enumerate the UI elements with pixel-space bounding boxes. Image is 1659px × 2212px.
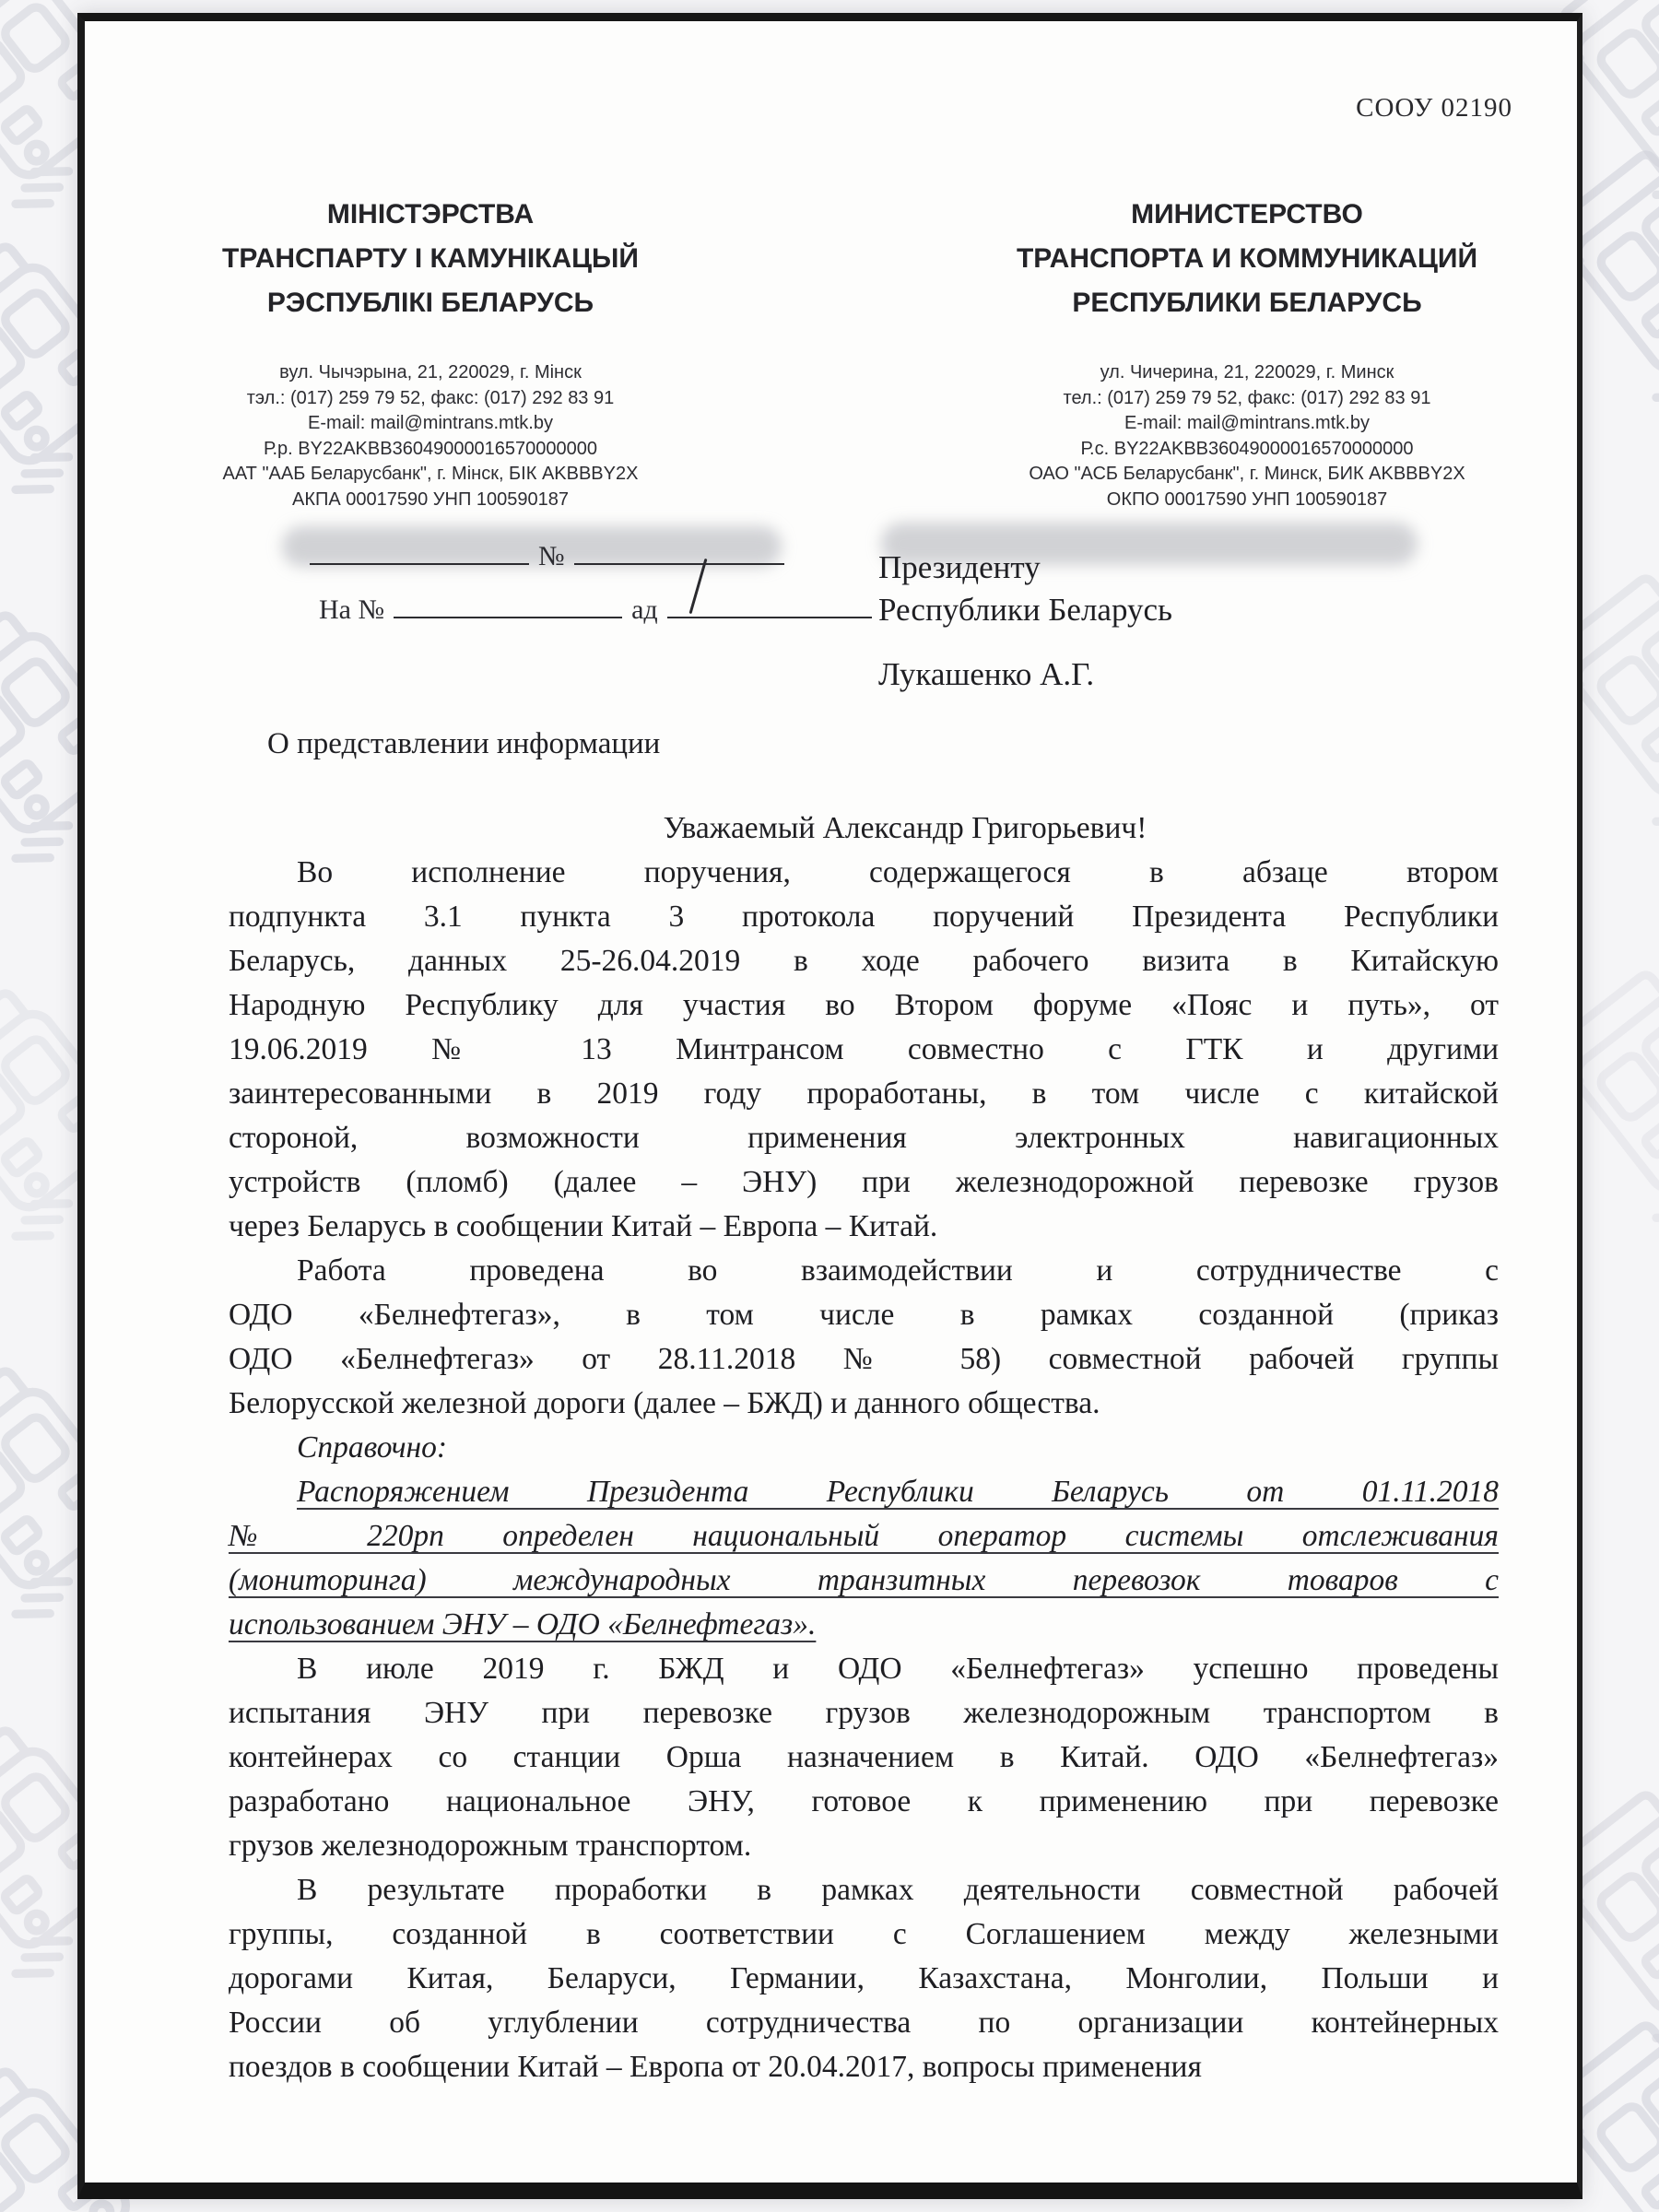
letterhead-title-line: ТРАНСПАРТУ І КАМУНІКАЦЫЙ <box>222 243 639 274</box>
number-label: № <box>538 541 565 571</box>
body-line: Справочно: <box>297 1430 448 1465</box>
letter-body <box>229 806 1499 2089</box>
body-line: В июле 2019 г. БЖД и ОДО «Белнефтегаз» успешно проведены <box>297 1652 1499 1686</box>
body-line: разработано национальное ЭНУ, готовое к применению при перевозке <box>229 1784 1499 1818</box>
body-line: ОДО «Белнефтегаз», в том числе в рамках созданной (приказ <box>229 1298 1499 1332</box>
body-paragraph <box>229 1647 1499 1868</box>
body-line: использованием ЭНУ – ОДО «Белнефтегаз». <box>229 1607 817 1641</box>
body-line: поездов в сообщении Китай – Европа от 20.04.2017, вопросы применения <box>229 2050 1202 2084</box>
body-line: контейнерах со станции Орша назначением в Китай. ОДО «Белнефтегаз» <box>229 1740 1499 1774</box>
body-paragraph <box>229 1868 1499 2089</box>
body-line: Беларусь, данных 25-26.04.2019 в ходе рабочего визита в Китайскую <box>229 944 1499 978</box>
reference-note-heading <box>229 1426 1499 1470</box>
reference-block <box>310 534 872 641</box>
body-line: устройств (пломб) (далее – ЭНУ) при железнодорожной перевозке грузов <box>229 1165 1499 1199</box>
body-line: испытания ЭНУ при перевозке грузов железнодорожным транспортом в <box>229 1696 1499 1730</box>
letterhead-russian-address <box>975 360 1519 512</box>
letterhead-title-line: МІНІСТЭРСТВА <box>326 199 535 229</box>
recipient-block <box>878 547 1172 696</box>
document-code: СООУ 02190 <box>1356 93 1512 123</box>
body-paragraph <box>229 1249 1499 1426</box>
address-line: АКПА 00017590 УНП 100590187 <box>292 488 569 510</box>
body-line: грузов железнодорожным транспортом. <box>229 1829 752 1863</box>
letterhead-title-line: РЕСПУБЛИКИ БЕЛАРУСЬ <box>1072 288 1422 318</box>
body-line: заинтересованными в 2019 году проработаны, в том числе с китайской <box>229 1077 1499 1111</box>
blank-line <box>394 587 622 618</box>
body-line: Белорусской железной дороги (далее – БЖД) и данного общества. <box>229 1386 1100 1420</box>
body-line: Работа проведена во взаимодействии и сотрудничестве с <box>297 1253 1499 1288</box>
document-page <box>77 13 1583 2199</box>
letterhead-belarusian-title <box>177 193 684 325</box>
body-line: Распоряжением Президента Республики Беларусь от 01.11.2018 <box>297 1475 1499 1509</box>
letterhead-belarusian-address <box>177 360 684 512</box>
address-line: ААТ "ААБ Беларусбанк", г. Мінск, БІК AKBBBY2X <box>222 464 639 484</box>
address-line: вул. Чычэрына, 21, 220029, г. Мінск <box>279 362 582 382</box>
blank-line <box>574 534 784 565</box>
body-line: стороной, возможности применения электронных навигационных <box>229 1121 1499 1155</box>
reference-note-paragraph <box>229 1470 1499 1647</box>
on-number-label: На № <box>319 594 385 625</box>
date-label: ад <box>631 594 658 625</box>
recipient-name: Лукашенко А.Г. <box>878 656 1095 692</box>
body-line: через Беларусь в сообщении Китай – Европа – Китай. <box>229 1209 938 1243</box>
recipient-title <box>878 547 1172 631</box>
body-line: группы, созданной в соответствии с Соглашением между железными <box>229 1917 1499 1951</box>
letterhead-title-line: МИНИСТЕРСТВО <box>1131 199 1363 229</box>
body-line: подпункта 3.1 пункта 3 протокола поручений Президента Республики <box>229 900 1499 934</box>
body-line: дорогами Китая, Беларуси, Германии, Казахстана, Монголии, Польши и <box>229 1961 1499 1995</box>
recipient-line: Республики Беларусь <box>878 592 1172 628</box>
body-line: Во исполнение поручения, содержащегося в абзаце втором <box>297 855 1499 889</box>
incoming-number-row <box>310 587 872 641</box>
salutation: Уважаемый Александр Григорьевич! <box>663 811 1147 845</box>
body-line: № 220рп определен национальный оператор системы отслеживания <box>229 1519 1499 1553</box>
address-line: тел.: (017) 259 79 52, факс: (017) 292 83 91 <box>1063 387 1431 408</box>
address-line: E-mail: mail@mintrans.mtk.by <box>1124 413 1370 433</box>
body-line: ОДО «Белнефтегаз» от 28.11.2018 № 58) совместной рабочей группы <box>229 1342 1499 1376</box>
body-line: 19.06.2019 № 13 Минтрансом совместно с ГТК и другими <box>229 1032 1499 1066</box>
address-line: ул. Чичерина, 21, 220029, г. Минск <box>1100 362 1394 382</box>
address-line: E-mail: mail@mintrans.mtk.by <box>308 413 553 433</box>
address-line: Р.с. BY22AKBB36049000016570000000 <box>1080 438 1414 459</box>
body-paragraph <box>229 851 1499 1249</box>
recipient-line: Президенту <box>878 549 1041 585</box>
blank-line <box>310 534 529 565</box>
body-line: В результате проработки в рамках деятельности совместной рабочей <box>297 1873 1499 1907</box>
body-line: (мониторинга) международных транзитных перевозок товаров с <box>229 1563 1499 1597</box>
body-line: России об углублении сотрудничества по организации контейнерных <box>229 2006 1499 2040</box>
address-line: тэл.: (017) 259 79 52, факс: (017) 292 83 91 <box>246 387 615 408</box>
address-line: Р.р. BY22AKBB36049000016570000000 <box>263 438 598 459</box>
letterhead-russian-title <box>975 193 1519 325</box>
address-line: ОКПО 00017590 УНП 100590187 <box>1106 488 1388 510</box>
letterhead-title-line: ТРАНСПОРТА И КОММУНИКАЦИЙ <box>1016 243 1478 274</box>
address-line: ОАО "АСБ Беларусбанк", г. Минск, БИК AKBBBY2X <box>1029 464 1465 484</box>
letterhead-title-line: РЭСПУБЛІКІ БЕЛАРУСЬ <box>266 288 594 318</box>
subject-line: О представлении информации <box>267 727 661 760</box>
body-line: Народную Республику для участия во Втором форуме «Пояс и путь», от <box>229 988 1499 1022</box>
outgoing-number-row <box>310 534 872 587</box>
